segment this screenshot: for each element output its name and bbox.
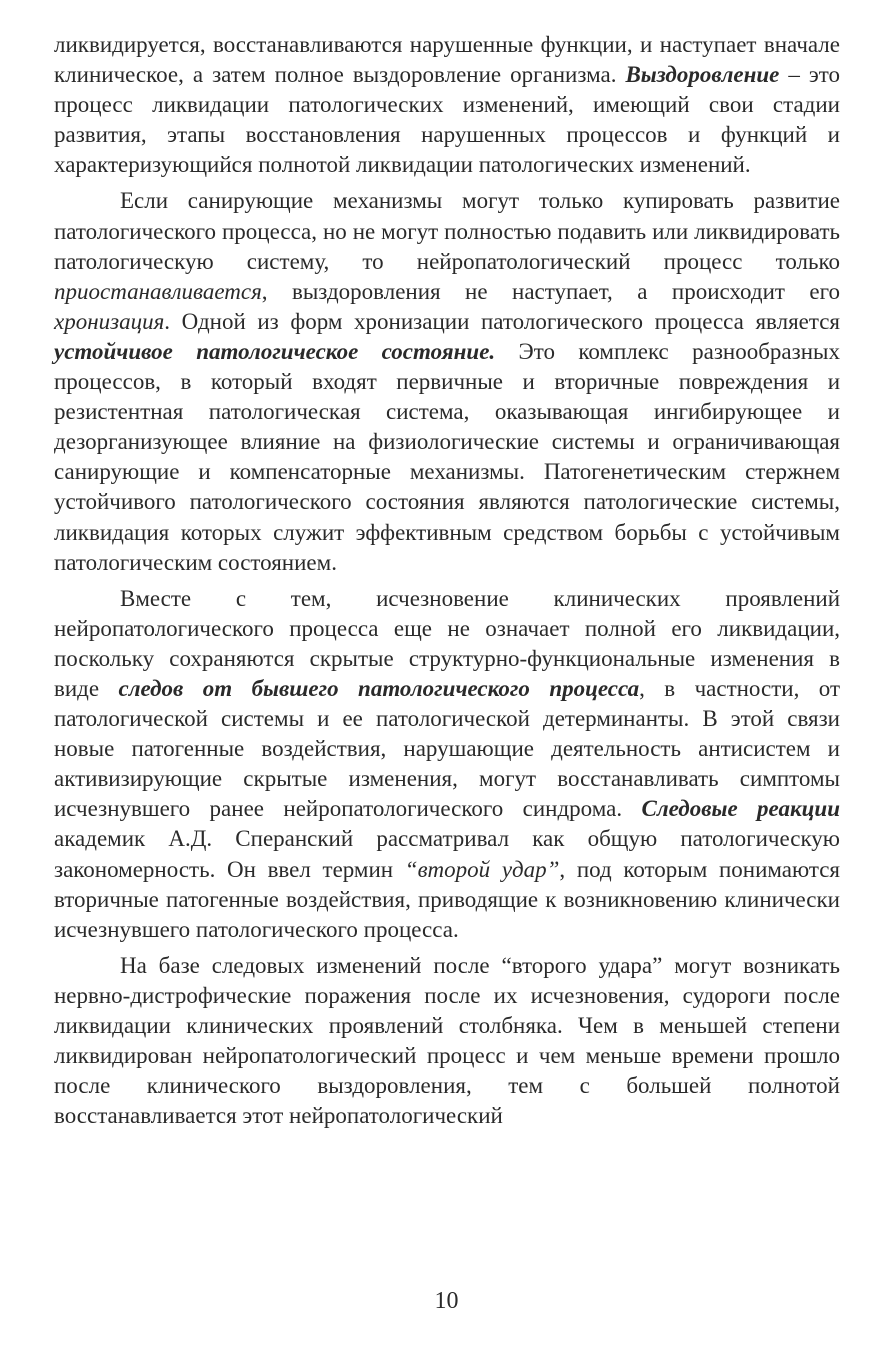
text-run: , под которым понимаются вторичные патогенные воздействия, приводящие к возникновению клинически исчезнувшего патологического процесса. bbox=[54, 856, 841, 942]
term-priostanavlivaetsya: приостанавливается bbox=[54, 278, 262, 304]
text-run: , в частности, от патологической системы и ее патологической детерминанты. В этой связи новые патогенные воздействия, нарушающие деятельность антисистем и активизирующие скрытые изменения, могут восстанавливать симптомы исчезнувшего ранее нейропатологического синдрома. bbox=[54, 675, 840, 822]
text-run: академик А.Д. Сперанский рассматривал как общую патологическую закономерность. Он ввел термин bbox=[54, 826, 840, 882]
page-number: 10 bbox=[434, 1288, 459, 1314]
text-run: , выздоровления не наступает, а происходит его bbox=[261, 278, 840, 304]
term-khronizatsiya: хронизация bbox=[54, 308, 165, 334]
text-run: Вместе с тем, исчезновение клинических проявлений нейропатологического процесса еще не означает полной его ликвидации, поскольку сохраняются скрытые структурно-функциональные изменения в виде bbox=[54, 585, 840, 701]
document-page bbox=[54, 30, 840, 1131]
term-ustoichivoe-sostoyanie: устойчивое патологическое состояние. bbox=[54, 338, 496, 364]
text-run: – это процесс ликвидации патологических изменений, имеющий свои стадии развития, этапы восстановления нарушенных процессов и функций и характеризующийся полнотой ликвидации патологических изменений. bbox=[54, 62, 840, 178]
paragraph-4 bbox=[54, 951, 840, 1132]
term-vyzdorovlenie: Выздоровление bbox=[625, 62, 780, 88]
text-run: ликвидируется, восстанавливаются нарушенные функции, и наступает вначале клиническое, а затем полное выздоровление организма. bbox=[54, 32, 840, 88]
term-sledovye-reaktsii: Следовые реакции bbox=[641, 796, 840, 822]
paragraph-2 bbox=[54, 186, 840, 577]
paragraph-3 bbox=[54, 584, 840, 945]
paragraph-1 bbox=[54, 30, 840, 180]
text-run: Если санирующие механизмы могут только купировать развитие патологического процесса, но не могут полностью подавить или ликвидировать патологическую систему, то нейропатологический процесс только bbox=[54, 188, 840, 274]
term-sledy-processa: следов от бывшего патологического процесса bbox=[118, 675, 640, 701]
term-vtoroi-udar: “второй удар” bbox=[404, 856, 560, 882]
text-run: Это комплекс разнообразных процессов, в который входят первичные и вторичные повреждения и резистентная патологическая система, оказывающая ингибирующее и дезорганизующее влияние на физиологические системы и ограничивающая санирующие и компенсаторные механизмы. Патогенетическим стержнем устойчивого патологического состояния являются патологические системы, ликвидация которых служит эффективным средством борьбы с устойчивым патологическим состоянием. bbox=[54, 338, 840, 575]
text-run: . Одной из форм хронизации патологического процесса является bbox=[164, 308, 840, 334]
text-run: На базе следовых изменений после “второго удара” могут возникать нервно-дистрофические поражения после их исчезновения, судороги после ликвидации клинических проявлений столбняка. Чем в меньшей степени ликвидирован нейропатологический процесс и чем меньше времени прошло после клинического выздоровления, тем с большей полнотой восстанавливается этот нейропатологический bbox=[54, 952, 840, 1129]
